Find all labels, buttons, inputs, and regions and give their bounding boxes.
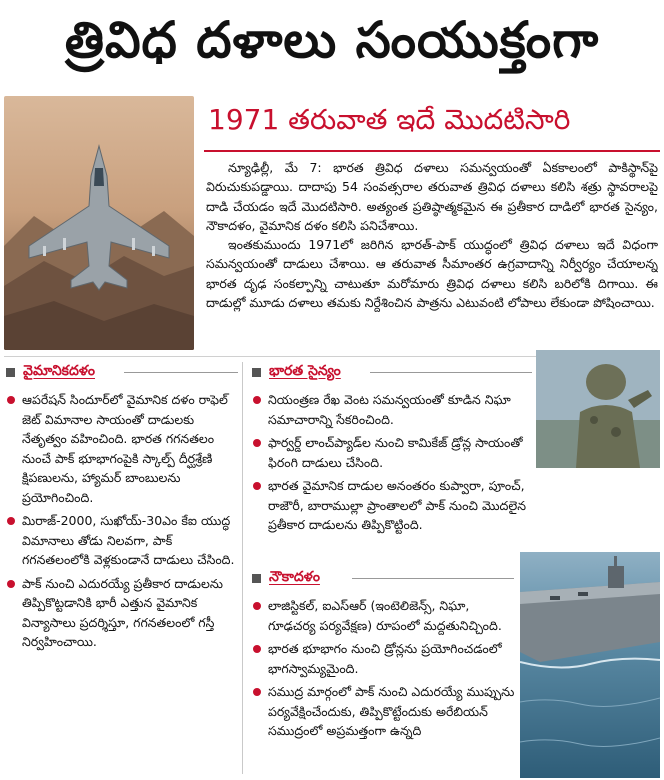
bullet-dot-icon [7, 396, 15, 404]
list-item: లాజిస్టికల్, ఐఎస్ఆర్ (ఇంటెలిజెన్స్, నిఘా, గూఢచర్య పర్యవేక్షణ) రూపంలో మద్దతునిచ్చింది. [252, 596, 520, 635]
bullet-dot-icon [253, 645, 261, 653]
section-square-icon [252, 368, 261, 377]
bullet-dot-icon [253, 396, 261, 404]
section-label-army: భారత సైన్యం [252, 362, 532, 382]
bullet-dot-icon [253, 602, 261, 610]
bullet-dot-icon [253, 688, 261, 696]
subheadline: 1971 తరువాత ఇదే మొదటిసారి [208, 103, 571, 136]
list-item: ఆపరేషన్ సిందూర్‌లో వైమానిక దళం రాఫెల్ జెట్ విమానాల సాయంతో దాడులకు నేతృత్వం వహించింది. భారత గగనతలం నుంచే పాక్ భూభాగంపైకి స్కాల్ప్ దీర్ఘశ్రేణి క్షిపణులను, హ్యామర్ బాంబులను ప్రయోగించింది. [6, 390, 236, 507]
list-item: ఫార్వర్డ్ లాంచ్‌ప్యాడ్‌ల నుంచి కామికేజ్ డ్రోన్ల సాయంతో ఫిరంగి దాడులు చేసింది. [252, 433, 528, 472]
section-square-icon [252, 574, 261, 583]
column-divider [242, 362, 243, 774]
list-item: సముద్ర మార్గంలో పాక్ నుంచి ఎదురయ్యే ముప్పును పర్యవేక్షించేందుకు, తిప్పికొట్టేందుకు అరేబియన్ సముద్రంలో అప్రమత్తంగా ఉన్నది [252, 682, 520, 741]
list-item: భారత భూభాగం నుంచి డ్రోన్లను ప్రయోగించడంలో భాగస్వామ్యమైంది. [252, 639, 520, 678]
lead-paragraph-2: ఇంతకుముందు 1971లో జరిగిన భారత్-పాక్ యుద్ధంలో త్రివిధ దళాలు ఇదే విధంగా సమన్వయంతో దాడులు చేశాయి. ఆ తరువాత సీమాంతర ఉగ్రవాదాన్ని నిర్వీర్యం చేయాలన్న భారత దృఢ సంకల్పాన్ని చాటుతూ మరోమారు త్రివిధ దళాలు కలిసి బరిలోకి దిగాయి. ఈ దాడుల్లో మూడు దళాలు తమకు నిర్దేశించిన పాత్రను ఎటువంటి లోపాలు లేకుండా పోషించాయి. [206, 237, 658, 311]
bullet-dot-icon [7, 517, 15, 525]
fighter-jet-photo [4, 96, 194, 350]
list-item: భారత వైమానిక దాడుల అనంతరం కుప్వారా, పూంచ్, రాజౌరీ, బారాముల్లా ప్రాంతాలలో పాక్ నుంచి మొదలైన ప్రతీకార దాడులను తిప్పికొట్టింది. [252, 476, 528, 535]
headline: త్రివిధ దళాలు సంయుక్తంగా [64, 10, 600, 69]
bullet-dot-icon [253, 482, 261, 490]
bullet-dot-icon [7, 580, 15, 588]
section-label-air-force: వైమానికదళం [6, 362, 238, 382]
lead-paragraph-1: న్యూఢిల్లీ, మే 7: భారత త్రివిధ దళాలు సమన్వయంతో ఏకకాలంలో పాకిస్థాన్‌పై విరుచుకుపడ్డాయి. దాదాపు 54 సంవత్సరాల తరువాత త్రివిధ దళాలు కలిసి శత్రు స్థావరాలపై దాడి చేయడం ఇదే మొదటిసారి. అత్యంత ప్రతిష్ఠాత్మకమైన ఈ ప్రతీకార దాడిలో భారత సైన్యం, నౌకాదళం, వైమానిక దళం కలిసి పనిచేశాయి. [206, 160, 658, 233]
list-item: మిరాజ్-2000, సుఖోయ్-30ఎం కేఐ యుద్ధ విమానాలు తోడు నిలవగా, పాక్ గగనతలంలోకి వెళ్లకుండానే దాడులు చేసింది. [6, 511, 236, 570]
lead-article [206, 158, 658, 356]
air-force-bullets [6, 390, 236, 656]
aircraft-carrier-photo [520, 552, 660, 778]
section-label-navy: నౌకాదళం [252, 568, 514, 588]
section-square-icon [6, 368, 15, 377]
navy-bullets [252, 596, 520, 745]
soldier-photo [536, 350, 660, 468]
army-bullets [252, 390, 528, 539]
bullet-dot-icon [253, 439, 261, 447]
list-item: పాక్ నుంచి ఎదురయ్యే ప్రతీకార దాడులను తిప్పికొట్టడానికి భారీ ఎత్తున వైమానిక విన్యాసాలు ప్రదర్శిస్తూ, గగనతలంలో గస్తీ నిర్వహించాయి. [6, 574, 236, 652]
subheadline-rule [204, 150, 660, 152]
list-item: నియంత్రణ రేఖ వెంట సమన్వయంతో కూడిన నిఘా సమాచారాన్ని సేకరించింది. [252, 390, 528, 429]
